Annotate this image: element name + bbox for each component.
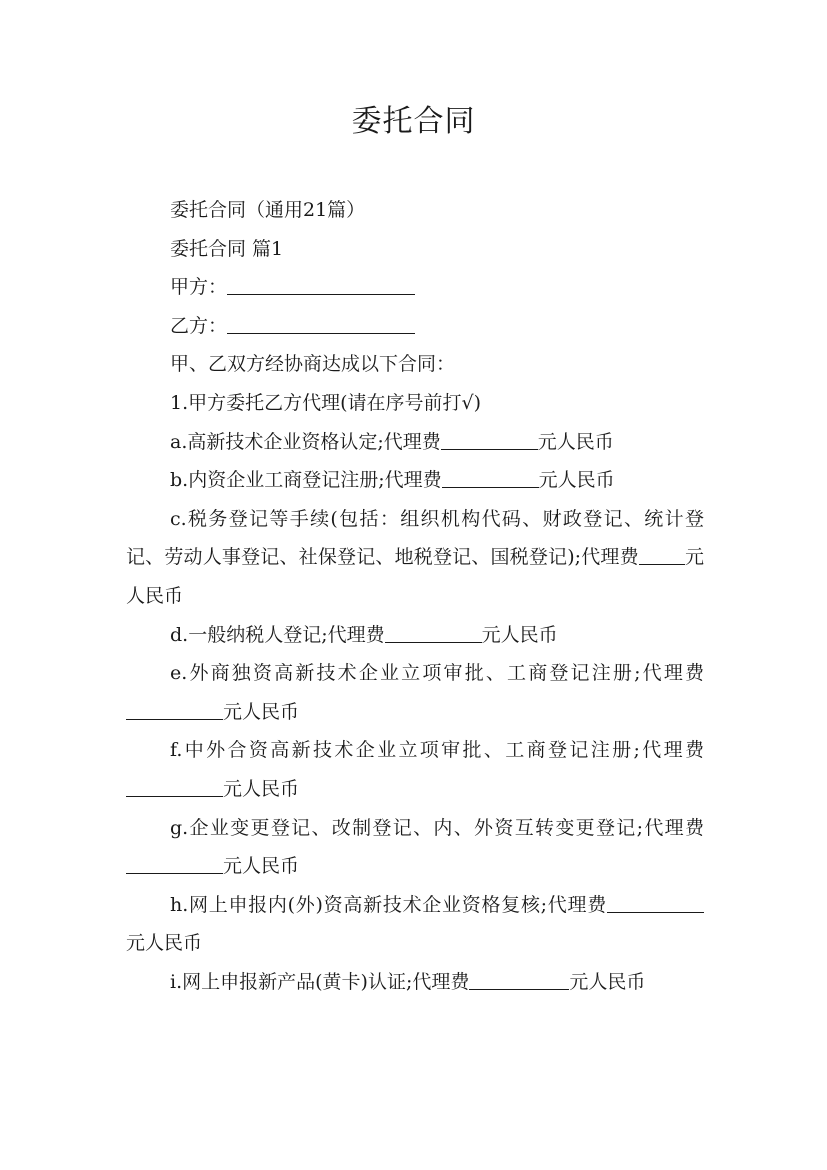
option-a bbox=[126, 423, 704, 462]
option-h-suffix: 元人民币 bbox=[126, 932, 203, 955]
intro-line: 甲、乙双方经协商达成以下合同： bbox=[170, 353, 456, 376]
option-i bbox=[126, 963, 704, 1002]
item-1-line: 1.甲方委托乙方代理(请在序号前打√) bbox=[170, 391, 482, 414]
option-h-blank bbox=[607, 890, 704, 913]
option-a-blank bbox=[441, 427, 538, 450]
option-h-text: h.网上申报内(外)资高新技术企业资格复核;代理费 bbox=[170, 893, 607, 916]
option-d bbox=[126, 616, 704, 655]
option-e-blank bbox=[126, 697, 223, 720]
party-a-label: 甲方： bbox=[170, 276, 228, 299]
option-f-blank bbox=[126, 774, 223, 797]
section-heading: 委托合同 篇1 bbox=[170, 237, 284, 260]
option-b bbox=[126, 461, 704, 500]
option-b-blank bbox=[442, 465, 539, 488]
option-d-text: d.一般纳税人登记;代理费 bbox=[170, 623, 385, 646]
option-c-text: c.税务登记等手续(包括：组织机构代码、财政登记、统计登记、劳动人事登记、社保登记、地税登记、国税登记);代理费 bbox=[126, 507, 704, 569]
option-f-suffix: 元人民币 bbox=[223, 777, 300, 800]
document-title: 委托合同 bbox=[351, 104, 476, 139]
option-e bbox=[126, 654, 704, 731]
document-body bbox=[126, 191, 704, 1001]
party-b-blank bbox=[227, 311, 415, 334]
option-g-blank bbox=[126, 851, 223, 874]
party-a-blank bbox=[227, 272, 415, 295]
option-a-text: a.高新技术企业资格认定;代理费 bbox=[170, 430, 441, 453]
option-c-blank bbox=[639, 542, 685, 565]
party-b-line bbox=[126, 307, 704, 346]
option-c-suffix: 元人民币 bbox=[126, 546, 704, 607]
option-b-suffix: 元人民币 bbox=[538, 469, 615, 492]
option-f bbox=[126, 731, 704, 808]
option-d-blank bbox=[385, 620, 482, 643]
option-g bbox=[126, 809, 704, 886]
option-d-suffix: 元人民币 bbox=[481, 623, 558, 646]
option-e-text: e.外商独资高新技术企业立项审批、工商登记注册;代理费 bbox=[170, 662, 704, 685]
party-a-line bbox=[126, 268, 704, 307]
option-i-text: i.网上申报新产品(黄卡)认证;代理费 bbox=[170, 970, 470, 993]
party-b-label: 乙方： bbox=[170, 314, 228, 337]
subtitle-line: 委托合同（通用21篇） bbox=[170, 199, 366, 221]
option-c bbox=[126, 500, 704, 616]
option-g-suffix: 元人民币 bbox=[223, 855, 300, 878]
option-a-suffix: 元人民币 bbox=[537, 430, 614, 453]
option-g-text: g.企业变更登记、改制登记、内、外资互转变更登记;代理费 bbox=[170, 816, 704, 839]
option-f-text: f.中外合资高新技术企业立项审批、工商登记注册;代理费 bbox=[170, 739, 704, 762]
option-b-text: b.内资企业工商登记注册;代理费 bbox=[170, 469, 442, 492]
option-h bbox=[126, 886, 704, 963]
option-e-suffix: 元人民币 bbox=[223, 700, 300, 723]
option-i-blank bbox=[469, 967, 569, 990]
option-i-suffix: 元人民币 bbox=[569, 970, 646, 993]
